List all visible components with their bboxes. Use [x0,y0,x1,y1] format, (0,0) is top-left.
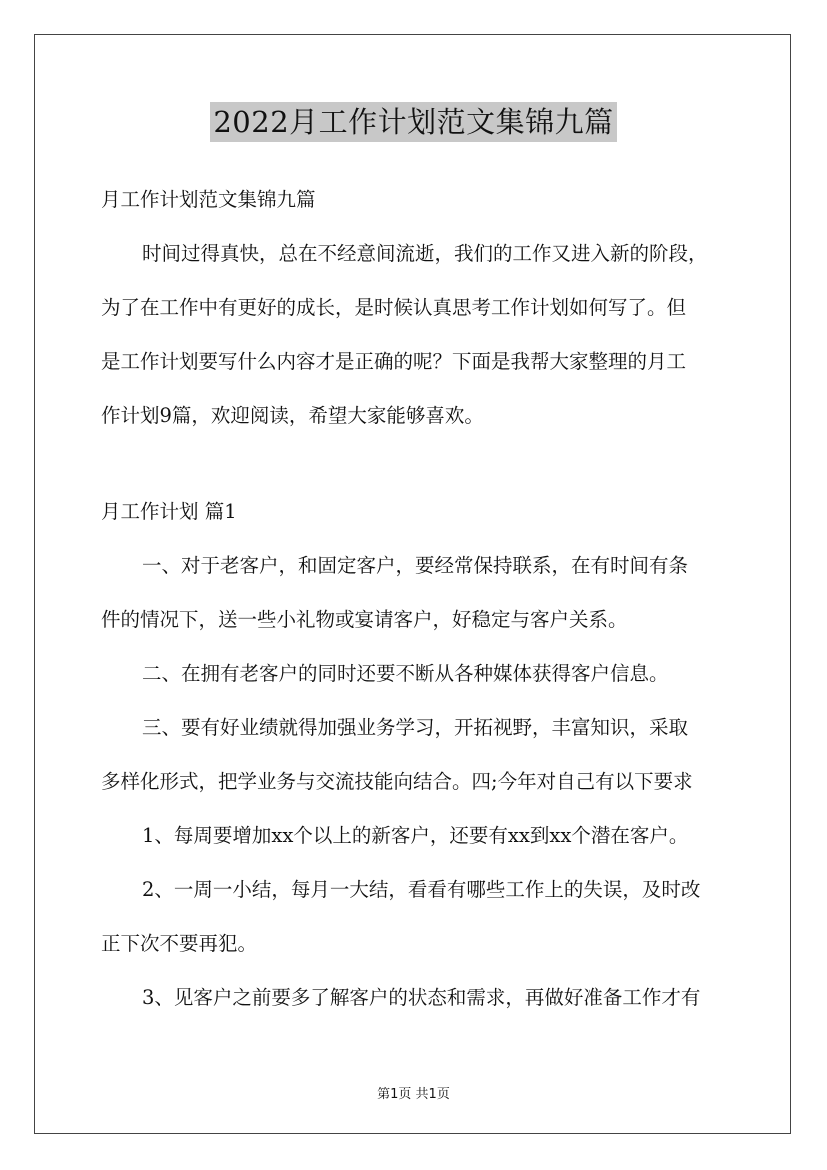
page-footer: 第1页 共1页 [377,1087,450,1102]
item-3-line-1: 三、要有好业绩就得加强业务学习，开拓视野，丰富知识，采取 [142,716,689,739]
intro-line-2: 为了在工作中有更好的成长，是时候认真思考工作计划如何写了。但 [101,296,687,319]
document-title-wrapper [0,102,827,142]
item-1-line-2: 件的情况下，送一些小礼物或宴请客户，好稳定与客户关系。 [101,608,628,631]
subtitle-line: 月工作计划范文集锦九篇 [101,188,316,211]
sub-item-3-line-1: 3、见客户之前要多了解客户的状态和需求，再做好准备工作才有 [142,986,701,1009]
document-body [101,173,741,1025]
intro-line-1: 时间过得真快，总在不经意间流逝，我们的工作又进入新的阶段， [142,242,708,265]
sub-item-2-line-1: 2、一周一小结，每月一大结，看看有哪些工作上的失误，及时改 [142,878,701,901]
document-title: 2022月工作计划范文集锦九篇 [210,102,616,142]
section-heading: 月工作计划 篇1 [101,500,237,523]
item-3-line-2: 多样化形式，把学业务与交流技能向结合。四;今年对自己有以下要求 [101,770,693,793]
item-2-line-1: 二、在拥有老客户的同时还要不断从各种媒体获得客户信息。 [142,662,669,685]
sub-item-2-line-2: 正下次不要再犯。 [101,932,258,955]
item-1-line-1: 一、对于老客户，和固定客户，要经常保持联系，在有时间有条 [142,554,689,577]
sub-item-1-line-1: 1、每周要增加xx个以上的新客户，还要有xx到xx个潜在客户。 [142,824,689,847]
intro-line-3: 是工作计划要写什么内容才是正确的呢？下面是我帮大家整理的月工 [101,350,687,373]
intro-line-4: 作计划9篇，欢迎阅读，希望大家能够喜欢。 [101,404,484,427]
